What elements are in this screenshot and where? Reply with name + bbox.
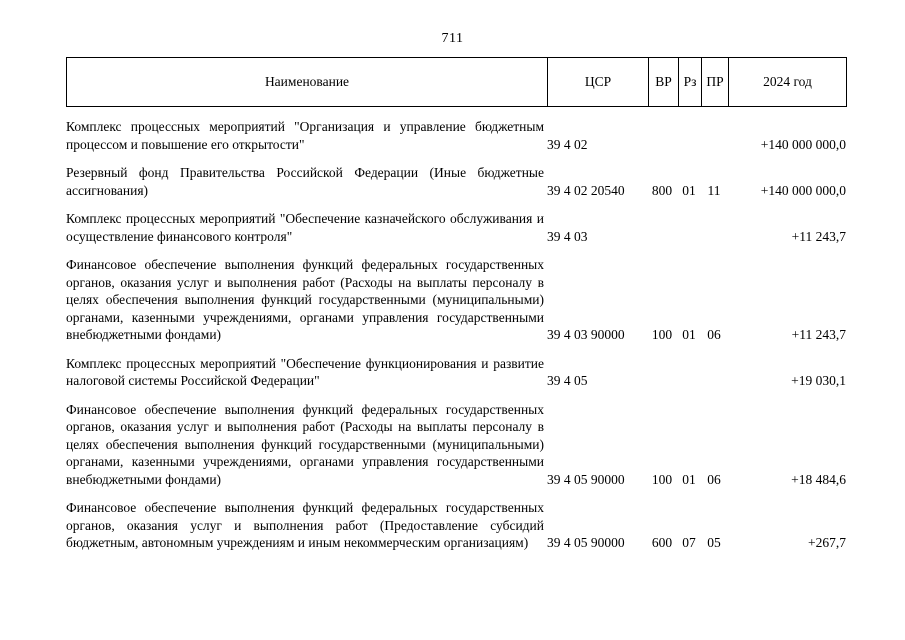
header-rz: Рз: [679, 58, 702, 107]
row-rz: 07: [682, 535, 696, 550]
header-name: Наименование: [67, 58, 548, 107]
row-amount: +18 484,6: [791, 471, 846, 487]
row-csr: 39 4 03 90000: [547, 327, 625, 342]
row-vr: 100: [651, 471, 673, 487]
row-pr: 06: [707, 471, 721, 487]
table-row: [66, 401, 846, 489]
table-row: [66, 164, 846, 199]
page-number: 711: [441, 31, 464, 46]
row-csr: 39 4 02: [547, 136, 588, 152]
header-csr: ЦСР: [548, 58, 649, 107]
row-name: Комплекс процессных мероприятий "Обеспечение казначейского обслуживания и осуществление финансового контроля": [66, 211, 544, 244]
table-row: [66, 256, 846, 344]
header-year: 2024 год: [729, 58, 847, 107]
row-rz: 01: [682, 327, 696, 342]
row-pr: 11: [707, 182, 721, 198]
row-amount: +140 000 000,0: [760, 136, 846, 152]
row-vr: 600: [651, 535, 673, 550]
row-vr: 100: [651, 327, 673, 342]
row-amount: +267,7: [808, 535, 846, 550]
row-csr: 39 4 05 90000: [547, 471, 625, 487]
row-csr: 39 4 05 90000: [547, 535, 625, 550]
row-pr: 06: [707, 327, 721, 342]
row-name: Резервный фонд Правительства Российской Федерации (Иные бюджетные ассигнования): [66, 165, 544, 198]
row-rz: 01: [682, 182, 696, 198]
table-row: [66, 210, 846, 245]
row-amount: +140 000 000,0: [760, 182, 846, 198]
table-header: [66, 57, 847, 107]
row-pr: 05: [707, 535, 721, 550]
row-name: Финансовое обеспечение выполнения функций федеральных государственных органов, оказания услуг и выполнения работ (Предоставление субсидий бюджетным, автономным учреждениям и иным некоммерческим организациям): [66, 500, 544, 550]
row-csr: 39 4 02 20540: [547, 182, 625, 198]
row-name: Финансовое обеспечение выполнения функций федеральных государственных органов, оказания услуг и выполнения работ (Расходы на выплаты персоналу в целях обеспечения выполнения функций государственными (муниципальными) органами, казенными учреждениями, органами управления государственными внебюджетными фондами): [66, 257, 544, 342]
row-csr: 39 4 03: [547, 228, 588, 244]
table-row: [66, 118, 846, 153]
row-vr: 800: [651, 182, 673, 198]
table-body: [66, 118, 846, 563]
row-rz: 01: [682, 471, 696, 487]
row-csr: 39 4 05: [547, 373, 588, 388]
header-pr: ПР: [702, 58, 729, 107]
row-name: Финансовое обеспечение выполнения функций федеральных государственных органов, оказания услуг и выполнения работ (Расходы на выплаты персоналу в целях обеспечения выполнения функций государственными (муниципальными) органами, казенными учреждениями, органами управления государственными внебюджетными фондами): [66, 401, 544, 487]
row-amount: +11 243,7: [791, 327, 846, 342]
table-row: [66, 355, 846, 390]
header-vr: ВР: [649, 58, 679, 107]
row-amount: +11 243,7: [791, 228, 846, 244]
row-name: Комплекс процессных мероприятий "Обеспечение функционирования и развитие налоговой системы Российской Федерации": [66, 355, 544, 388]
table-row: [66, 499, 846, 552]
row-amount: +19 030,1: [791, 373, 846, 388]
row-name: Комплекс процессных мероприятий "Организация и управление бюджетным процессом и повышение его открытости": [66, 119, 544, 152]
